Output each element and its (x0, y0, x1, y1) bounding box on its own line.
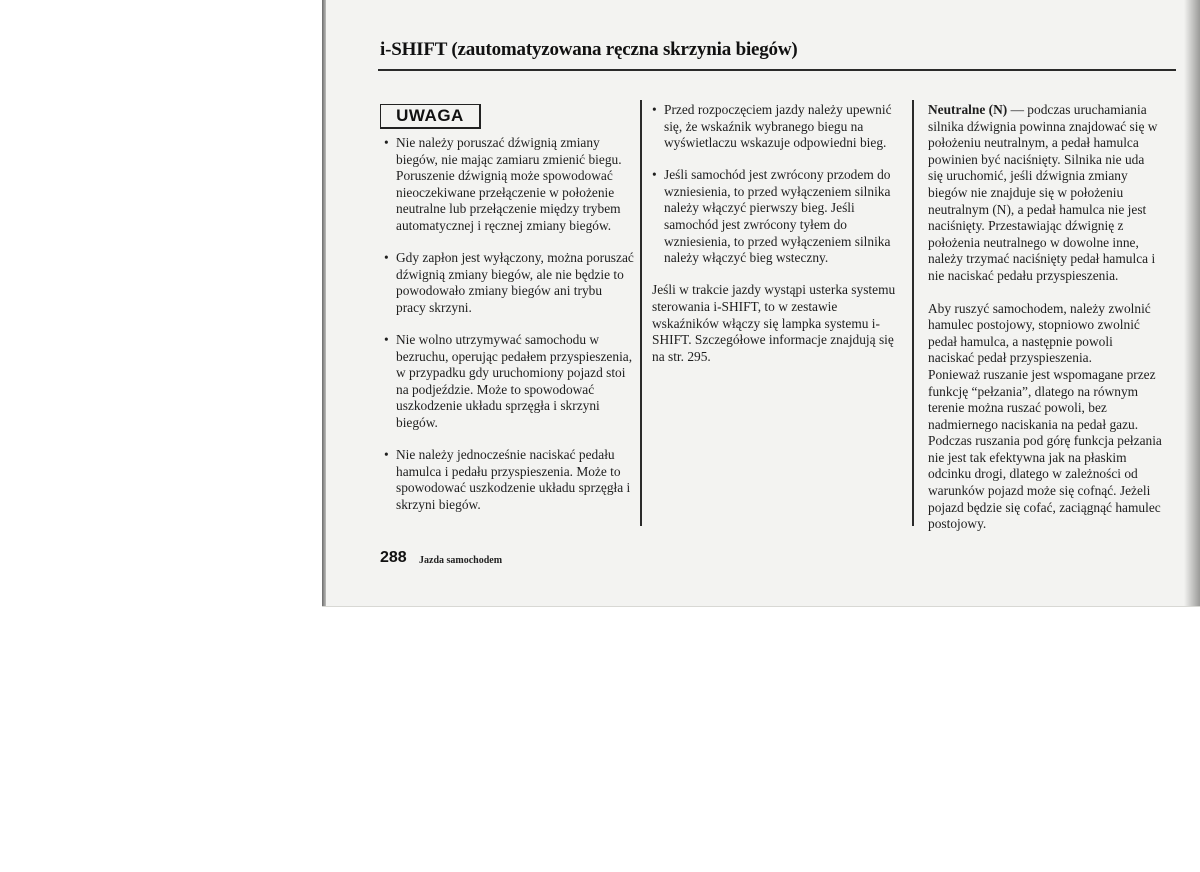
right-column (928, 102, 1162, 549)
malfunction-paragraph: Jeśli w trakcie jazdy wystąpi usterka systemu sterowania i-SHIFT, to w zestawie wskaźników włączy się lampka systemu i-SHIFT. Szczegółowe informacje znajdują się na str. 295. (652, 282, 896, 364)
section-name: Jazda samochodem (419, 555, 503, 566)
warning-bullet: • Nie należy poruszać dźwignią zmiany biegów, nie mając zamiaru zmienić biegu. Poruszenie dźwignią może spowodować nieoczekiwane przełączenie w położenie neutralne lub przełączenie między trybem automatycznej i ręcznej zmiany biegów. (384, 135, 634, 235)
neutral-paragraph (928, 102, 1162, 285)
title-divider (378, 69, 1176, 71)
warning-bullet: • Nie wolno utrzymywać samochodu w bezruchu, operując pedałem przyspieszenia, w przypadku gdy uruchomiony pojazd stoi na podjeździe. Może to spowodować uszkodzenie układu sprzęgła i skrzyni biegów. (384, 332, 634, 432)
info-bullet: • Przed rozpoczęciem jazdy należy upewnić się, że wskaźnik wybranego biegu na wyświetlaczu wskazuje odpowiedni bieg. (652, 102, 907, 152)
page-edge-shadow (1184, 0, 1200, 606)
warning-column (384, 135, 634, 529)
neutral-label: Neutralne (N) (928, 102, 1008, 117)
middle-column (652, 102, 907, 380)
info-bullet: • Jeśli samochód jest zwrócony przodem do wzniesienia, to przed wyłączeniem silnika należy włączyć pierwszy bieg. Jeśli samochód jest zwrócony tyłem do wzniesienia, to przed wyłączeniem silnika należy włączyć bieg wsteczny. (652, 167, 907, 267)
column-divider-right (912, 100, 914, 526)
page-title: i-SHIFT (zautomatyzowana ręczna skrzynia biegów) (380, 39, 798, 60)
column-divider-left (640, 100, 642, 526)
warning-label: UWAGA (380, 104, 481, 129)
page-spine-shadow (322, 0, 326, 606)
warning-bullet: • Nie należy jednocześnie naciskać pedału hamulca i pedału przyspieszenia. Może to spowodować uszkodzenie układu sprzęgła i skrzyni biegów. (384, 447, 634, 513)
page-number: 288 (380, 549, 407, 566)
creep-paragraph: Ponieważ ruszanie jest wspomagane przez funkcję “pełzania”, dlatego na równym terenie można ruszać powoli, bez nadmiernego naciskania na pedał gazu. Podczas ruszania pod górę funkcja pełzania nie jest tak efektywna jak na płaskim odcinku drogi, dlatego w zależności od warunków pojazd może się cofnąć. Jeżeli pojazd będzie się cofać, zaciągnąć hamulec postojowy. (928, 366, 1162, 532)
warning-bullet: • Gdy zapłon jest wyłączony, można poruszać dźwignią zmiany biegów, ale nie będzie to powodowało zmiany biegów ani trybu pracy skrzyni. (384, 250, 634, 316)
start-driving-paragraph: Aby ruszyć samochodem, należy zwolnić hamulec postojowy, stopniowo zwolnić pedał hamulca, a następnie powoli naciskać pedał przyspieszenia. (928, 300, 1151, 366)
neutral-text: — podczas uruchamiania silnika dźwignia powinna znajdować się w położeniu neutralnym, a pedał hamulca powinien być naciśnięty. Silnika nie uda się uruchomić, jeśli dźwignia zmiany biegów nie znajduje się w położeniu neutralnym (N), a pedał hamulca nie jest naciśnięty. Przestawiając dźwignię z położenia neutralnego w dowolne inne, należy trzymać naciśnięty pedał hamulca i nie naciskać pedału przyspieszenia. (928, 102, 1158, 283)
